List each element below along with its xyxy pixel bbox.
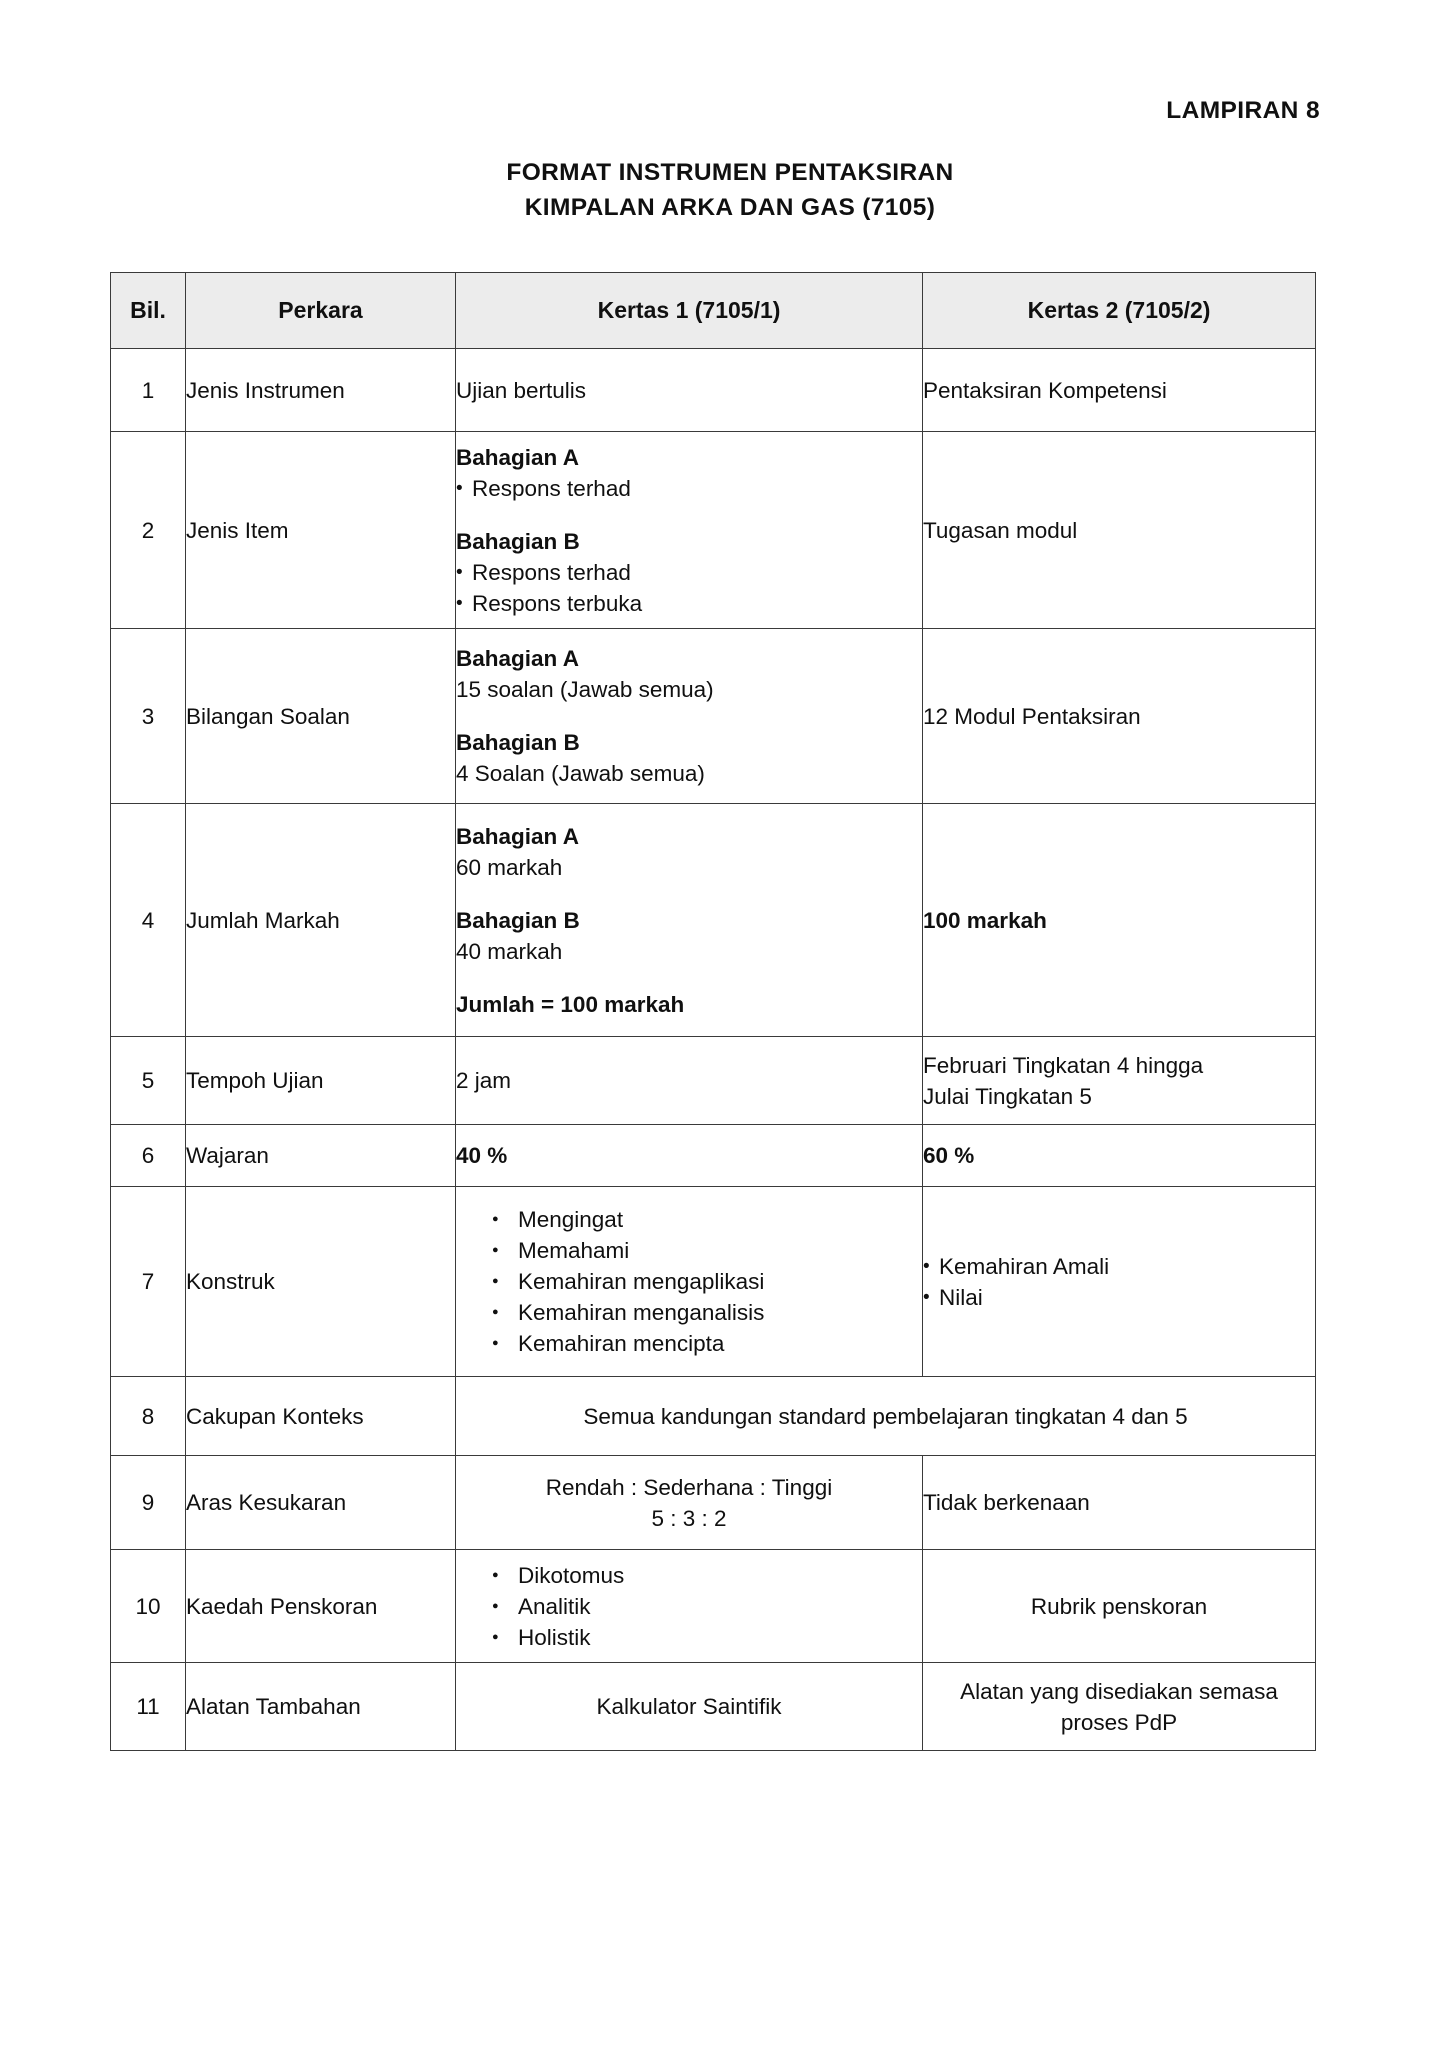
list-item: ● Mengingat bbox=[492, 1204, 922, 1235]
spacer bbox=[456, 705, 922, 727]
row-number: 7 bbox=[111, 1187, 186, 1377]
kertas1-value bbox=[456, 1456, 923, 1550]
difficulty-label: Rendah : Sederhana : Tinggi bbox=[545, 1474, 833, 1500]
column-header-bil: Bil. bbox=[111, 273, 186, 349]
kertas2-value: Pentaksiran Kompetensi bbox=[923, 349, 1316, 432]
row-number: 1 bbox=[111, 349, 186, 432]
section-b-text: 40 markah bbox=[456, 938, 563, 964]
section-b-text: 4 Soalan (Jawab semua) bbox=[456, 761, 705, 786]
section-a-text: 15 soalan (Jawab semua) bbox=[456, 677, 714, 702]
table-row bbox=[111, 1037, 1316, 1125]
kertas2-line-1: Februari Tingkatan 4 hingga bbox=[923, 1052, 1204, 1078]
kertas2-value: Rubrik penskoran bbox=[923, 1550, 1316, 1663]
table-header-row bbox=[111, 273, 1316, 349]
spacer bbox=[456, 504, 922, 526]
table-row bbox=[111, 1456, 1316, 1550]
row-number: 8 bbox=[111, 1377, 186, 1456]
row-number: 10 bbox=[111, 1550, 186, 1663]
spacer bbox=[456, 883, 922, 905]
kertas2-value bbox=[923, 1187, 1316, 1377]
column-header-perkara: Perkara bbox=[186, 273, 456, 349]
spacer bbox=[456, 967, 922, 989]
kertas2-total-marks: 100 markah bbox=[923, 907, 1047, 933]
table-row bbox=[111, 1187, 1316, 1377]
row-label: Jumlah Markah bbox=[186, 804, 456, 1037]
row-label: Konstruk bbox=[186, 1187, 456, 1377]
kertas2-line-2: Julai Tingkatan 5 bbox=[923, 1083, 1092, 1109]
kertas2-value: 12 Modul Pentaksiran bbox=[923, 629, 1316, 804]
document-title bbox=[0, 155, 1448, 225]
kertas2-line-2: proses PdP bbox=[1060, 1709, 1178, 1735]
list-item: • Respons terbuka bbox=[456, 588, 922, 619]
row-number: 4 bbox=[111, 804, 186, 1037]
row-label: Alatan Tambahan bbox=[186, 1663, 456, 1751]
row-label: Bilangan Soalan bbox=[186, 629, 456, 804]
row-label: Jenis Instrumen bbox=[186, 349, 456, 432]
kertas1-value: Kalkulator Saintifik bbox=[456, 1663, 923, 1751]
table-row bbox=[111, 1377, 1316, 1456]
section-heading-a: Bahagian A bbox=[456, 646, 579, 671]
row-number: 11 bbox=[111, 1663, 186, 1751]
kertas1-weighting: 40 % bbox=[456, 1143, 508, 1168]
list-item: ● Holistik bbox=[492, 1622, 922, 1653]
list-item: ● Kemahiran mengaplikasi bbox=[492, 1266, 922, 1297]
title-line-2: KIMPALAN ARKA DAN GAS (7105) bbox=[524, 194, 936, 221]
list-item: • Respons terhad bbox=[456, 473, 922, 504]
section-heading-b: Bahagian B bbox=[456, 730, 580, 755]
row-number: 6 bbox=[111, 1125, 186, 1187]
kertas2-value bbox=[923, 1663, 1316, 1751]
row-number: 5 bbox=[111, 1037, 186, 1125]
kertas1-value: 2 jam bbox=[456, 1037, 923, 1125]
kertas1-value bbox=[456, 1125, 923, 1187]
table-row bbox=[111, 629, 1316, 804]
section-heading-a: Bahagian A bbox=[456, 823, 579, 849]
scoring-method-list bbox=[456, 1560, 922, 1653]
row-label: Aras Kesukaran bbox=[186, 1456, 456, 1550]
kertas2-line-1: Alatan yang disediakan semasa bbox=[960, 1678, 1278, 1704]
row-label: Wajaran bbox=[186, 1125, 456, 1187]
row-label: Kaedah Penskoran bbox=[186, 1550, 456, 1663]
kertas2-value: Tugasan modul bbox=[923, 432, 1316, 629]
list-item: ● Kemahiran menganalisis bbox=[492, 1297, 922, 1328]
table-row bbox=[111, 432, 1316, 629]
list-item: • Kemahiran Amali bbox=[923, 1251, 1315, 1282]
row-number: 9 bbox=[111, 1456, 186, 1550]
kertas1-value bbox=[456, 432, 923, 629]
assessment-format-table bbox=[110, 272, 1316, 1751]
kertas1-value bbox=[456, 804, 923, 1037]
format-table-container bbox=[110, 272, 1315, 1751]
list-item: ● Analitik bbox=[492, 1591, 922, 1622]
row-number: 3 bbox=[111, 629, 186, 804]
row-number: 2 bbox=[111, 432, 186, 629]
list-item: • Nilai bbox=[923, 1282, 1315, 1313]
section-a-list bbox=[456, 473, 922, 504]
kertas2-weighting: 60 % bbox=[923, 1143, 975, 1168]
table-row bbox=[111, 349, 1316, 432]
total-marks-text: Jumlah = 100 markah bbox=[456, 991, 685, 1017]
column-header-kertas1: Kertas 1 (7105/1) bbox=[456, 273, 923, 349]
list-item: ● Dikotomus bbox=[492, 1560, 922, 1591]
section-a-text: 60 markah bbox=[456, 854, 563, 880]
section-heading-b: Bahagian B bbox=[456, 528, 580, 554]
row-label: Jenis Item bbox=[186, 432, 456, 629]
title-line-1: FORMAT INSTRUMEN PENTAKSIRAN bbox=[506, 159, 954, 186]
list-item: ● Kemahiran mencipta bbox=[492, 1328, 922, 1359]
appendix-label: LAMPIRAN 8 bbox=[1166, 97, 1320, 124]
kertas2-value bbox=[923, 1037, 1316, 1125]
table-row bbox=[111, 1663, 1316, 1751]
section-heading-b: Bahagian B bbox=[456, 907, 580, 933]
kertas1-value: Ujian bertulis bbox=[456, 349, 923, 432]
table-row bbox=[111, 804, 1316, 1037]
section-b-list bbox=[456, 557, 922, 619]
table-row bbox=[111, 1125, 1316, 1187]
row-label: Tempoh Ujian bbox=[186, 1037, 456, 1125]
konstruk-kertas1-list bbox=[456, 1204, 922, 1359]
section-heading-a: Bahagian A bbox=[456, 444, 579, 470]
konstruk-kertas2-list bbox=[923, 1251, 1315, 1313]
merged-value: Semua kandungan standard pembelajaran tingkatan 4 dan 5 bbox=[456, 1377, 1316, 1456]
kertas1-value bbox=[456, 1187, 923, 1377]
difficulty-ratio: 5 : 3 : 2 bbox=[651, 1505, 727, 1531]
kertas2-value bbox=[923, 1125, 1316, 1187]
kertas1-value bbox=[456, 629, 923, 804]
kertas2-value: Tidak berkenaan bbox=[923, 1456, 1316, 1550]
column-header-kertas2: Kertas 2 (7105/2) bbox=[923, 273, 1316, 349]
kertas2-value bbox=[923, 804, 1316, 1037]
list-item: ● Memahami bbox=[492, 1235, 922, 1266]
kertas1-value bbox=[456, 1550, 923, 1663]
list-item: • Respons terhad bbox=[456, 557, 922, 588]
table-row bbox=[111, 1550, 1316, 1663]
row-label: Cakupan Konteks bbox=[186, 1377, 456, 1456]
